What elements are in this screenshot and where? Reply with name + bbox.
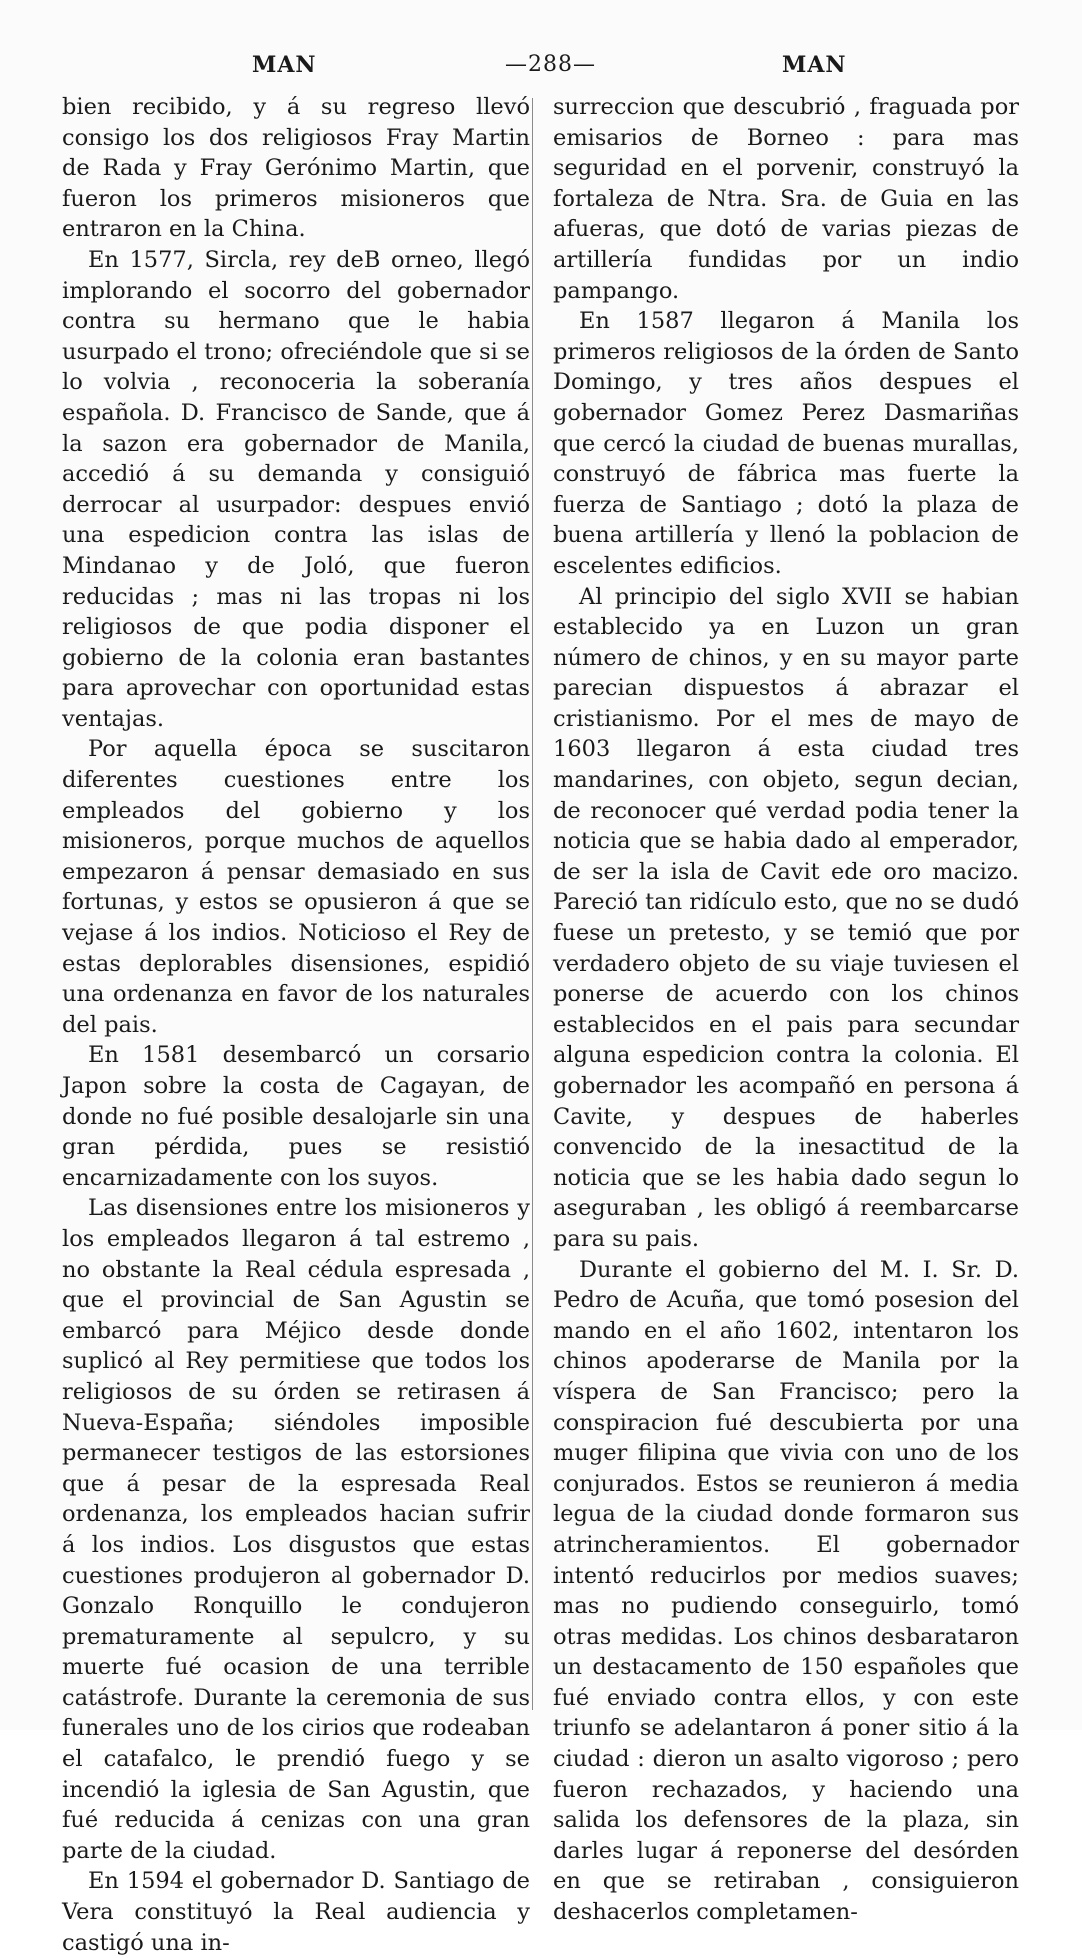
left-column xyxy=(62,92,530,1958)
paragraph: En 1581 desembarcó un corsario Japon sobre la costa de Cagayan, de donde no fué posible desalojarle sin una gran pérdida, pues se resistió encarnizadamente con los suyos. xyxy=(62,1042,530,1191)
paragraph: Al principio del siglo XVII se habian establecido ya en Luzon un gran número de chinos, y en su mayor parte parecian dispuestos á abrazar el cristianismo. Por el mes de mayo de 1603 llegaron á esta ciudad tres mandarines, con objeto, segun decian, de reconocer qué verdad podia tener la noticia que se habia dado al emperador, de ser la isla de Cavit ede oro macizo. Pareció tan ridículo esto, que no se dudó fuese un pretesto, y se temió que por verdadero objeto de su viaje tuviesen el ponerse de acuerdo con los chinos establecidos en el pais para secundar alguna espedicion contra la colonia. El gobernador les acompañó en persona á Cavite, y despues de haberles convencido de la inesactitud de la noticia que se les habia dado segun lo aseguraban , les obligó á reembarcarse para su pais. xyxy=(553,583,1019,1252)
paragraph: En 1594 el gobernador D. Santiago de Vera constituyó la Real audiencia y castigó una in- xyxy=(62,1868,530,1956)
paragraph: Durante el gobierno del M. I. Sr. D. Pedro de Acuña, que tomó posesion del mando en el año 1602, intentaron los chinos apoderarse de Manila por la víspera de San Francisco; pero la conspiracion fué descubierta por una muger filipina que vivia con uno de los conjurados. Estos se reunieron á media legua de la ciudad donde formaron sus atrincheramientos. El gobernador intentó reducirlos por medios suaves; mas no pudiendo conseguirlo, tomó otras medidas. Los chinos desbarataron un destacamento de 150 españoles que fué enviado contra ellos, y con este triunfo se adelantaron á poner sitio á la ciudad : dieron un asalto vigoroso ; pero fueron rechazados, y haciendo una salida los defensores de la plaza, sin darles lugar á reponerse del desórden en que se retiraban , consiguieron deshacerlos completamen- xyxy=(553,1256,1019,1926)
column-divider xyxy=(532,98,533,1710)
right-column xyxy=(553,92,1019,1928)
paragraph: En 1587 llegaron á Manila los primeros religiosos de la órden de Santo Domingo, y tres años despues el gobernador Gomez Perez Dasmariñas que cercó la ciudad de buenas murallas, construyó de fábrica mas fuerte la fuerza de Santiago ; dotó la plaza de buena artillería y llenó la poblacion de escelentes edificios. xyxy=(553,308,1019,579)
paragraph: surreccion que descubrió , fraguada por emisarios de Borneo : para mas seguridad en el porvenir, construyó la fortaleza de Ntra. Sra. de Guia en las afueras, que dotó de varias piezas de artillería fundidas por un indio pampango. xyxy=(553,94,1019,304)
paragraph: Por aquella época se suscitaron diferentes cuestiones entre los empleados del gobierno y los misioneros, porque muchos de aquellos empezaron á pensar demasiado en sus fortunas, y estos se opusieron á que se vejase á los indios. Noticioso el Rey de estas deplorables disensiones, espidió una ordenanza en favor de los naturales del pais. xyxy=(62,736,530,1038)
paragraph: Las disensiones entre los misioneros y los empleados llegaron á tal estremo , no obstante la Real cédula espresada , que el provincial de San Agustin se embarcó para Méjico desde donde suplicó al Rey permitiese que todos los religiosos de su órden se retirasen á Nueva-España; siéndoles imposible permanecer testigos de las estorsiones que á pesar de la espresada Real ordenanza, los empleados hacian sufrir á los indios. Los disgustos que estas cuestiones produjeron al gobernador D. Gonzalo Ronquillo le condujeron prematuramente al sepulcro, y su muerte fué ocasion de una terrible catástrofe. Durante la ceremonia de sus funerales uno de los cirios que rodeaban el catafalco, le prendió fuego y se incendió la iglesia de San Agustin, que fué reducida á cenizas con una gran parte de la ciudad. xyxy=(62,1195,530,1864)
running-head-left: MAN xyxy=(252,52,317,78)
paragraph: bien recibido, y á su regreso llevó consigo los dos religiosos Fray Martin de Rada y Fray Gerónimo Martin, que fueron los primeros misioneros que entraron en la China. xyxy=(62,94,530,243)
running-head-right: MAN xyxy=(782,52,847,78)
page-number: —288— xyxy=(505,52,596,77)
paragraph: En 1577, Sircla, rey deB orneo, llegó implorando el socorro del gobernador contra su hermano que le habia usurpado el trono; ofreciéndole que si se lo volvia , reconoceria la soberanía española. D. Francisco de Sande, que á la sazon era gobernador de Manila, accedió á su demanda y consiguió derrocar al usurpador: despues envió una espedicion contra las islas de Mindanao y de Joló, que fueron reducidas ; mas ni las tropas ni los religiosos de que podia disponer el gobierno de la colonia eran bastantes para aprovechar con oportunidad estas ventajas. xyxy=(62,246,530,732)
